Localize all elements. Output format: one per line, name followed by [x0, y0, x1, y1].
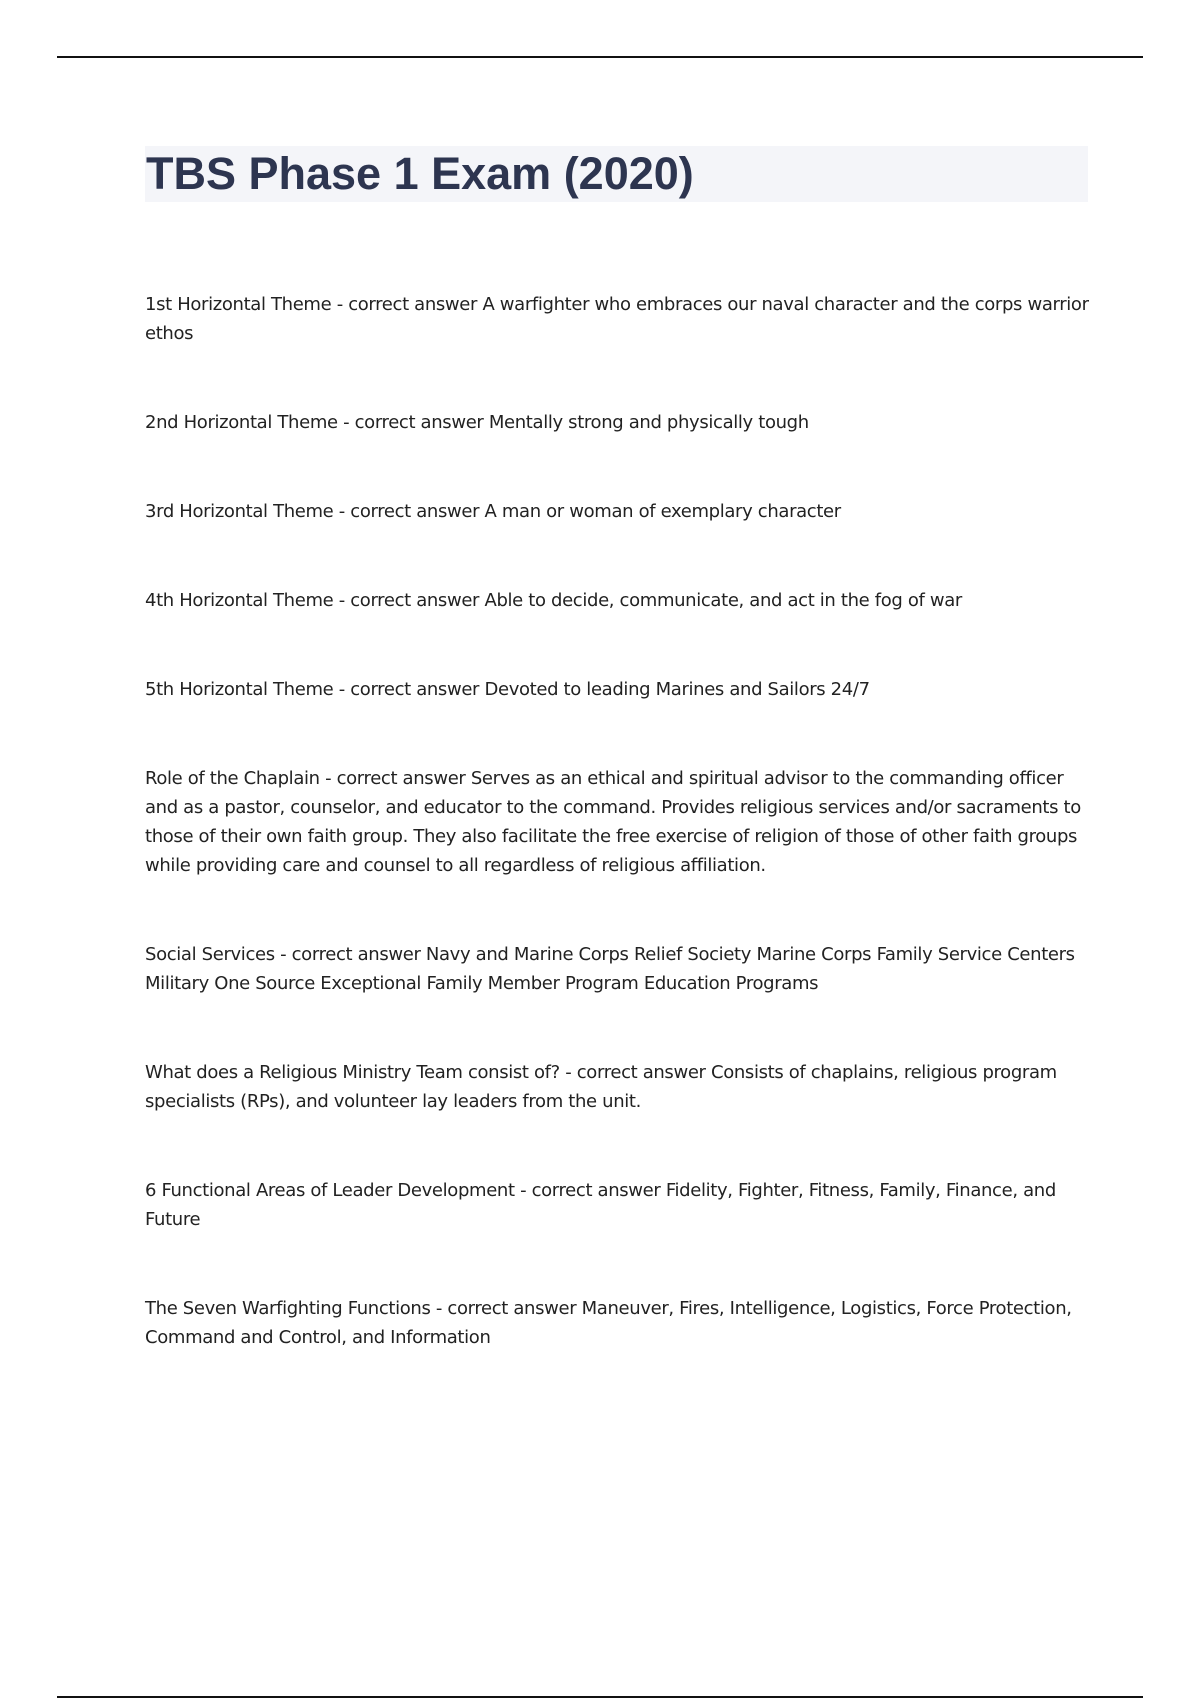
top-rule: [57, 56, 1143, 58]
qa-entry-9: 6 Functional Areas of Leader Development - correct answer Fidelity, Fighter, Fitness, Family, Finance, and Future: [145, 1180, 1056, 1230]
qa-list: [145, 290, 1090, 1412]
qa-entry-4: 4th Horizontal Theme - correct answer Able to decide, communicate, and act in the fog of war: [145, 590, 962, 611]
qa-entry-3: 3rd Horizontal Theme - correct answer A man or woman of exemplary character: [145, 501, 841, 522]
qa-entry-6: Role of the Chaplain - correct answer Serves as an ethical and spiritual advisor to the commanding officer and as a pastor, counselor, and educator to the command. Provides religious services and/or sacraments to those of their own faith group. They also facilitate the free exercise of religion of those of other faith groups while providing care and counsel to all regardless of religious affiliation.: [145, 768, 1081, 876]
document-title: TBS Phase 1 Exam (2020): [146, 148, 694, 199]
qa-entry-10: The Seven Warfighting Functions - correct answer Maneuver, Fires, Intelligence, Logistics, Force Protection, Command and Control, and Information: [145, 1298, 1072, 1348]
qa-entry-2: 2nd Horizontal Theme - correct answer Mentally strong and physically tough: [145, 412, 809, 433]
qa-entry-7: Social Services - correct answer Navy and Marine Corps Relief Society Marine Corps Family Service Centers Military One Source Exceptional Family Member Program Education Programs: [145, 944, 1075, 994]
qa-entry-1: 1st Horizontal Theme - correct answer A warfighter who embraces our naval character and the corps warrior ethos: [145, 294, 1089, 344]
qa-entry-8: What does a Religious Ministry Team consist of? - correct answer Consists of chaplains, religious program specialists (RPs), and volunteer lay leaders from the unit.: [145, 1062, 1057, 1112]
bottom-rule: [57, 1696, 1143, 1698]
qa-entry-5: 5th Horizontal Theme - correct answer Devoted to leading Marines and Sailors 24/7: [145, 679, 870, 700]
